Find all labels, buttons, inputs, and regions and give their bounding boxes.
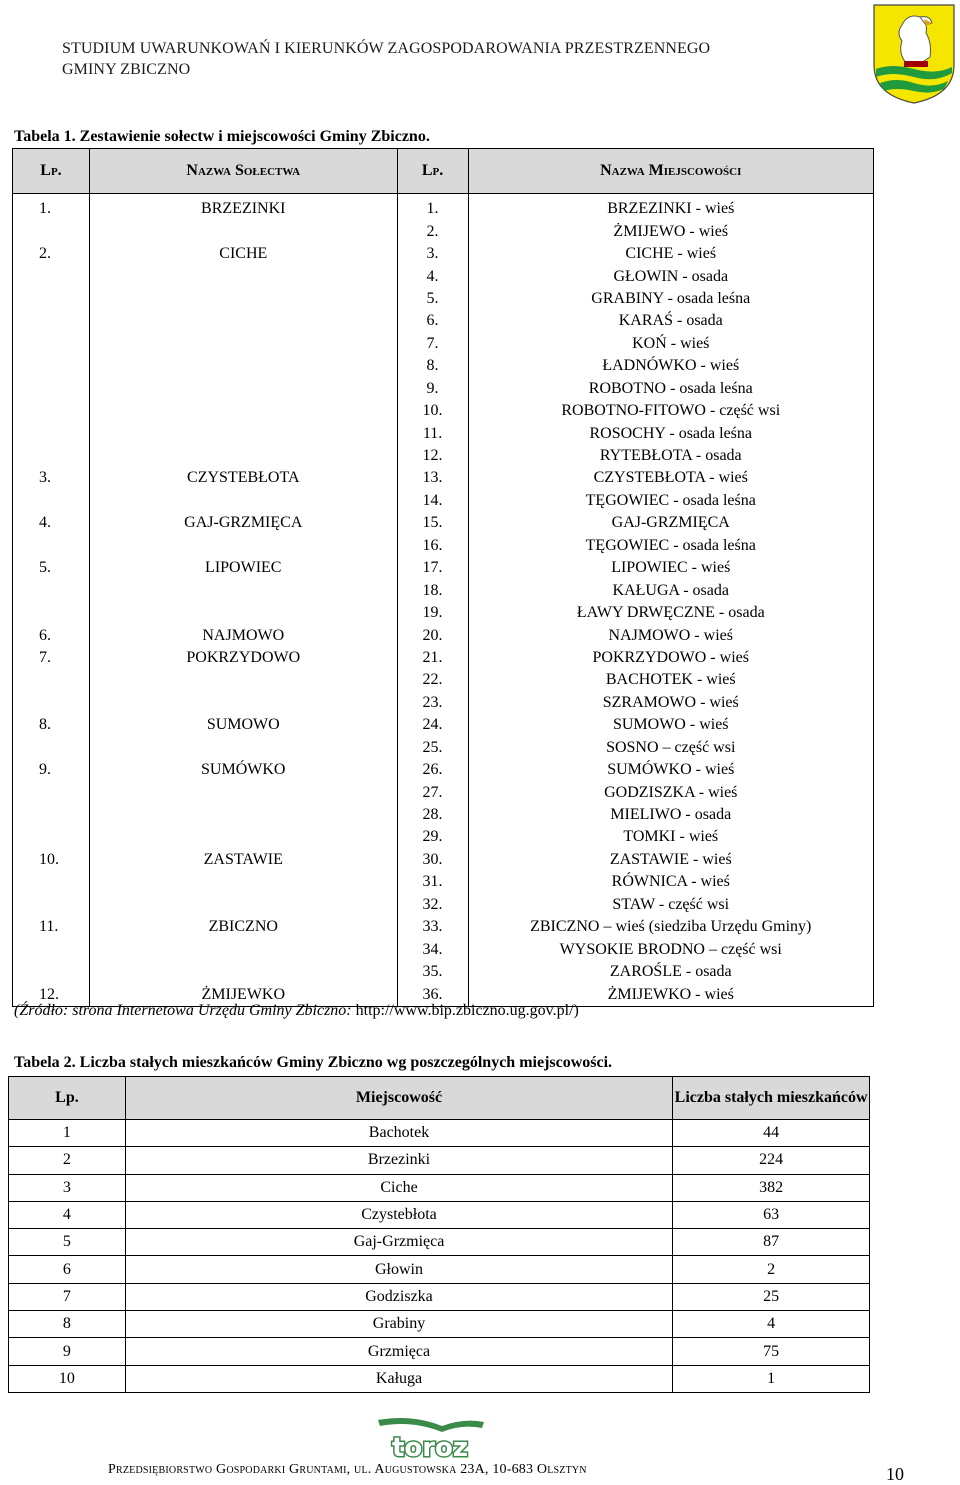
header-residents: Liczba stałych mieszkańców [673,1077,870,1120]
solectwo-lp-cell [13,490,90,512]
miejscowosc-name-cell: ŁADNÓWKO - wieś [468,355,874,377]
table-row [13,804,874,826]
solectwo-name-cell [89,310,397,332]
header-lp-miejscowosc: Lp. [397,149,468,194]
miejscowosc-name-cell: KARAŚ - osada [468,310,874,332]
miejscowosc-lp-cell: 33. [397,916,468,938]
table-row [13,220,874,242]
miejscowosc-name-cell: TĘGOWIEC - osada leśna [468,535,874,557]
miejscowosc-lp-cell: 12. [397,445,468,467]
table-row [13,714,874,736]
table-row [13,243,874,265]
solectwo-lp-cell [13,579,90,601]
solectwo-lp-cell [13,400,90,422]
miejscowosc-name-cell: GAJ-GRZMIĘCA [468,512,874,534]
solectwo-lp-cell: 3. [13,467,90,489]
table2-caption: Tabela 2. Liczba stałych mieszkańców Gminy Zbiczno wg poszczególnych miejscowości. [14,1054,613,1071]
table-row [9,1174,870,1201]
miejscowosc-lp-cell: 8. [397,355,468,377]
miejscowosc-lp-cell: 35. [397,961,468,983]
solectwo-name-cell: BRZEZINKI [89,194,397,221]
miejscowosc-lp-cell: 29. [397,826,468,848]
lp-cell: 8 [9,1311,126,1338]
miejscowosc-lp-cell: 6. [397,310,468,332]
solectwo-lp-cell [13,602,90,624]
solectwo-lp-cell: 9. [13,759,90,781]
miejscowosc-name-cell: RYTEBŁOTA - osada [468,445,874,467]
coat-of-arms-icon [872,3,956,105]
solectwo-name-cell [89,490,397,512]
miejscowosc-lp-cell: 22. [397,669,468,691]
miejscowosc-lp-cell: 5. [397,288,468,310]
table-row [9,1283,870,1310]
locality-cell: Kaługa [125,1365,672,1392]
table-row [13,759,874,781]
solectwo-name-cell [89,669,397,691]
table-row [13,781,874,803]
miejscowosc-lp-cell: 23. [397,692,468,714]
locality-cell: Głowin [125,1256,672,1283]
locality-cell: Grzmięca [125,1338,672,1365]
solectwo-lp-cell [13,220,90,242]
solectwo-lp-cell [13,826,90,848]
miejscowosc-lp-cell: 31. [397,871,468,893]
table-row [13,490,874,512]
solectwo-name-cell [89,355,397,377]
table-row [13,579,874,601]
residents-cell: 2 [673,1256,870,1283]
solectwo-lp-cell [13,288,90,310]
solectwo-lp-cell [13,265,90,287]
solectwo-lp-cell: 6. [13,624,90,646]
solectwo-name-cell [89,804,397,826]
lp-cell: 7 [9,1283,126,1310]
residents-cell: 63 [673,1201,870,1228]
miejscowosc-name-cell: ROBOTNO - osada leśna [468,378,874,400]
lp-cell: 3 [9,1174,126,1201]
residents-cell: 25 [673,1283,870,1310]
miejscowosc-lp-cell: 21. [397,647,468,669]
solectwo-lp-cell [13,445,90,467]
miejscowosc-name-cell: TĘGOWIEC - osada leśna [468,490,874,512]
settlements-table-body [13,194,874,1007]
solectwo-lp-cell: 7. [13,647,90,669]
miejscowosc-lp-cell: 3. [397,243,468,265]
table-row [13,647,874,669]
table-row [13,557,874,579]
header-miejscowosc: Nazwa Miejscowości [468,149,874,194]
solectwo-name-cell: CICHE [89,243,397,265]
solectwo-lp-cell [13,535,90,557]
solectwo-name-cell [89,894,397,916]
solectwo-name-cell [89,938,397,960]
table-row [9,1365,870,1392]
table-row [13,378,874,400]
solectwo-name-cell [89,333,397,355]
miejscowosc-lp-cell: 18. [397,579,468,601]
residents-cell: 75 [673,1338,870,1365]
miejscowosc-name-cell: GŁOWIN - osada [468,265,874,287]
table-row [13,916,874,938]
locality-cell: Gaj-Grzmięca [125,1229,672,1256]
table-row [13,826,874,848]
residents-cell: 382 [673,1174,870,1201]
solectwo-name-cell [89,422,397,444]
solectwo-name-cell [89,826,397,848]
lp-cell: 5 [9,1229,126,1256]
residents-cell: 224 [673,1147,870,1174]
miejscowosc-name-cell: BACHOTEK - wieś [468,669,874,691]
miejscowosc-name-cell: RÓWNICA - wieś [468,871,874,893]
miejscowosc-lp-cell: 11. [397,422,468,444]
miejscowosc-lp-cell: 17. [397,557,468,579]
table-row [13,692,874,714]
solectwo-lp-cell: 11. [13,916,90,938]
miejscowosc-name-cell: WYSOKIE BRODNO – część wsi [468,938,874,960]
locality-cell: Brzezinki [125,1147,672,1174]
miejscowosc-name-cell: POKRZYDOWO - wieś [468,647,874,669]
miejscowosc-lp-cell: 1. [397,194,468,221]
header-solectwo: Nazwa Sołectwa [89,149,397,194]
solectwo-lp-cell [13,781,90,803]
miejscowosc-name-cell: SUMÓWKO - wieś [468,759,874,781]
solectwo-name-cell: ZBICZNO [89,916,397,938]
table-row [9,1256,870,1283]
table-row [13,535,874,557]
miejscowosc-name-cell: KOŃ - wieś [468,333,874,355]
table-row [13,310,874,332]
table-row [9,1311,870,1338]
locality-cell: Ciche [125,1174,672,1201]
lp-cell: 4 [9,1201,126,1228]
miejscowosc-lp-cell: 28. [397,804,468,826]
source-text: (Źródło: strona Internetowa Urzędu Gminy Zbiczno: [14,1002,356,1019]
solectwo-name-cell: NAJMOWO [89,624,397,646]
table-row [13,737,874,759]
miejscowosc-name-cell: ROSOCHY - osada leśna [468,422,874,444]
lp-cell: 6 [9,1256,126,1283]
table-row [13,194,874,221]
table-row [9,1201,870,1228]
solectwo-lp-cell: 10. [13,849,90,871]
miejscowosc-lp-cell: 13. [397,467,468,489]
table-row [13,624,874,646]
miejscowosc-name-cell: SOSNO – część wsi [468,737,874,759]
solectwo-lp-cell [13,894,90,916]
residents-cell: 1 [673,1365,870,1392]
lp-cell: 10 [9,1365,126,1392]
solectwo-lp-cell: 4. [13,512,90,534]
residents-table-body [9,1120,870,1393]
miejscowosc-lp-cell: 24. [397,714,468,736]
miejscowosc-name-cell: GRABINY - osada leśna [468,288,874,310]
table-row [13,333,874,355]
table-row [13,355,874,377]
residents-table [8,1076,870,1393]
table-row [13,871,874,893]
miejscowosc-name-cell: CZYSTEBŁOTA - wieś [468,467,874,489]
miejscowosc-lp-cell: 26. [397,759,468,781]
solectwo-name-cell [89,781,397,803]
solectwo-name-cell [89,288,397,310]
miejscowosc-lp-cell: 2. [397,220,468,242]
table-row [13,894,874,916]
source-url[interactable]: http://www.bip.zbiczno.ug.gov.pl/) [355,1002,579,1019]
locality-cell: Godziszka [125,1283,672,1310]
solectwo-lp-cell [13,938,90,960]
solectwo-lp-cell [13,669,90,691]
solectwo-name-cell: ZASTAWIE [89,849,397,871]
solectwo-lp-cell: 2. [13,243,90,265]
solectwo-name-cell: LIPOWIEC [89,557,397,579]
miejscowosc-name-cell: ROBOTNO-FITOWO - część wsi [468,400,874,422]
header-title-line2: GMINY ZBICZNO [62,61,191,78]
miejscowosc-name-cell: CICHE - wieś [468,243,874,265]
miejscowosc-name-cell: NAJMOWO - wieś [468,624,874,646]
solectwo-name-cell: SUMOWO [89,714,397,736]
residents-cell: 44 [673,1120,870,1147]
document-header [62,38,842,80]
settlements-table [12,148,874,1007]
solectwo-name-cell [89,378,397,400]
miejscowosc-name-cell: ŻMIJEWKO - wieś [468,983,874,1006]
miejscowosc-lp-cell: 20. [397,624,468,646]
miejscowosc-lp-cell: 16. [397,535,468,557]
table-row [9,1147,870,1174]
solectwo-name-cell [89,737,397,759]
miejscowosc-lp-cell: 34. [397,938,468,960]
solectwo-name-cell: GAJ-GRZMIĘCA [89,512,397,534]
miejscowosc-name-cell: BRZEZINKI - wieś [468,194,874,221]
miejscowosc-lp-cell: 27. [397,781,468,803]
solectwo-name-cell [89,220,397,242]
source-note [14,1002,579,1020]
solectwo-lp-cell [13,961,90,983]
header-title-line1: STUDIUM UWARUNKOWAŃ I KIERUNKÓW ZAGOSPODAROWANIA PRZESTRZENNEGO [62,40,711,57]
table-row [13,265,874,287]
miejscowosc-name-cell: ZASTAWIE - wieś [468,849,874,871]
solectwo-name-cell [89,602,397,624]
miejscowosc-name-cell: SUMOWO - wieś [468,714,874,736]
miejscowosc-name-cell: STAW - część wsi [468,894,874,916]
table-row [13,288,874,310]
solectwo-name-cell [89,871,397,893]
table-row [13,961,874,983]
solectwo-lp-cell [13,333,90,355]
solectwo-lp-cell [13,378,90,400]
table-row [13,938,874,960]
table-row [13,602,874,624]
solectwo-lp-cell [13,310,90,332]
table-row [9,1338,870,1365]
table1-caption: Tabela 1. Zestawienie sołectw i miejscowości Gminy Zbiczno. [14,128,430,145]
residents-cell: 4 [673,1311,870,1338]
lp-cell: 2 [9,1147,126,1174]
solectwo-name-cell: SUMÓWKO [89,759,397,781]
lp-cell: 1 [9,1120,126,1147]
solectwo-lp-cell: 12. [13,983,90,1006]
miejscowosc-name-cell: SZRAMOWO - wieś [468,692,874,714]
table-row [9,1120,870,1147]
solectwo-lp-cell [13,737,90,759]
table-row [13,467,874,489]
solectwo-name-cell: ŻMIJEWKO [89,983,397,1006]
miejscowosc-name-cell: LIPOWIEC - wieś [468,557,874,579]
solectwo-lp-cell [13,355,90,377]
locality-cell: Czystebłota [125,1201,672,1228]
miejscowosc-lp-cell: 10. [397,400,468,422]
table-row [13,445,874,467]
solectwo-name-cell [89,265,397,287]
miejscowosc-name-cell: MIELIWO - osada [468,804,874,826]
solectwo-lp-cell [13,692,90,714]
miejscowosc-name-cell: ŁAWY DRWĘCZNE - osada [468,602,874,624]
miejscowosc-lp-cell: 15. [397,512,468,534]
solectwo-name-cell [89,961,397,983]
locality-cell: Grabiny [125,1311,672,1338]
miejscowosc-lp-cell: 7. [397,333,468,355]
solectwo-lp-cell: 1. [13,194,90,221]
miejscowosc-name-cell: ZAROŚLE - osada [468,961,874,983]
miejscowosc-lp-cell: 36. [397,983,468,1006]
table-row [13,400,874,422]
table-row [13,422,874,444]
solectwo-lp-cell: 8. [13,714,90,736]
logo-text: toroz [391,1433,469,1462]
header-lp: Lp. [13,149,90,194]
solectwo-name-cell [89,400,397,422]
table-row [13,849,874,871]
page-number: 10 [886,1464,904,1484]
solectwo-name-cell [89,579,397,601]
miejscowosc-lp-cell: 25. [397,737,468,759]
miejscowosc-name-cell: TOMKI - wieś [468,826,874,848]
table-row [13,512,874,534]
solectwo-name-cell [89,535,397,557]
miejscowosc-lp-cell: 14. [397,490,468,512]
residents-cell: 87 [673,1229,870,1256]
solectwo-name-cell [89,445,397,467]
solectwo-lp-cell [13,871,90,893]
solectwo-lp-cell [13,804,90,826]
locality-cell: Bachotek [125,1120,672,1147]
miejscowosc-lp-cell: 4. [397,265,468,287]
header-locality: Miejscowość [125,1077,672,1120]
table-row [13,669,874,691]
miejscowosc-name-cell: ZBICZNO – wieś (siedziba Urzędu Gminy) [468,916,874,938]
footer-company: Przedsiębiorstwo Gospodarki Gruntami, ul. Augustowska 23A, 10-683 Olsztyn [108,1462,587,1477]
miejscowosc-name-cell: ŻMIJEWO - wieś [468,220,874,242]
miejscowosc-name-cell: KAŁUGA - osada [468,579,874,601]
table-row [9,1229,870,1256]
lp-cell: 9 [9,1338,126,1365]
miejscowosc-lp-cell: 32. [397,894,468,916]
solectwo-lp-cell: 5. [13,557,90,579]
miejscowosc-lp-cell: 9. [397,378,468,400]
header-lp: Lp. [9,1077,126,1120]
solectwo-name-cell: CZYSTEBŁOTA [89,467,397,489]
miejscowosc-name-cell: GODZISZKA - wieś [468,781,874,803]
solectwo-name-cell [89,692,397,714]
solectwo-lp-cell [13,422,90,444]
miejscowosc-lp-cell: 19. [397,602,468,624]
miejscowosc-lp-cell: 30. [397,849,468,871]
solectwo-name-cell: POKRZYDOWO [89,647,397,669]
company-logo-icon [372,1418,488,1462]
